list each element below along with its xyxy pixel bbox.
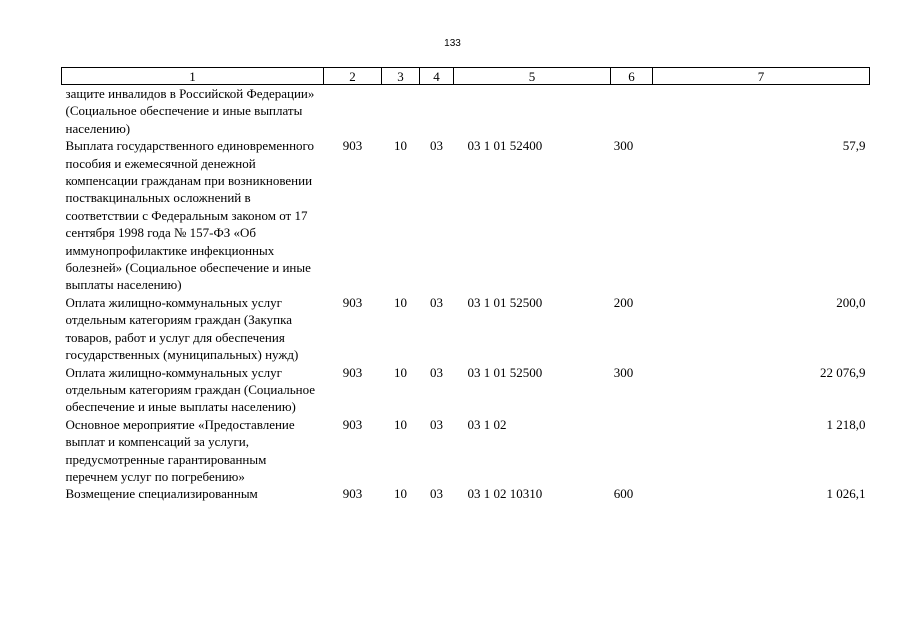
row-grbs: 903 (342, 364, 363, 380)
header-col-7: 7 (653, 68, 870, 85)
header-col-3: 3 (382, 68, 420, 85)
row-expense-type: 300 (613, 364, 634, 380)
row-name: Оплата жилищно-коммунальных услуг отдельным категориям граждан (Закупка товаров, работ и услуг для обеспечения государственных (муниципальных) нужд) (65, 294, 299, 363)
row-grbs: 903 (342, 416, 363, 432)
budget-table (61, 67, 870, 503)
row-expense-type (611, 416, 653, 486)
row-amount: 200,0 (836, 294, 866, 310)
row-grbs: 903 (342, 486, 363, 502)
row-name: защите инвалидов в Российской Федерации» (Социальное обеспечение и иные выплаты населению) (65, 86, 315, 136)
row-subsection: 03 (430, 416, 443, 432)
row-grbs (324, 85, 382, 138)
page-number: 133 (444, 38, 461, 49)
row-section: 10 (394, 486, 407, 502)
row-subsection: 03 (430, 138, 443, 154)
row-amount: 22 076,9 (820, 364, 866, 380)
row-subsection: 03 (430, 294, 443, 310)
row-section: 10 (394, 416, 407, 432)
row-section (382, 85, 420, 138)
row-target-code: 03 1 02 (467, 416, 507, 432)
row-expense-type (611, 85, 653, 138)
table-row (62, 85, 870, 138)
row-amount: 57,9 (842, 138, 866, 154)
table-header-row (62, 68, 870, 85)
row-grbs: 903 (342, 294, 363, 310)
table-row (62, 485, 870, 502)
row-expense-type: 300 (613, 138, 634, 154)
table-row (62, 416, 870, 486)
row-subsection (420, 85, 454, 138)
row-name: Основное мероприятие «Предоставление выплат и компенсаций за услуги, предусмотренные гарантированным перечнем услуг по погребению» (65, 416, 295, 484)
row-amount (653, 85, 870, 138)
row-name: Выплата государственного единовременного пособия и ежемесячной денежной компенсации гражданам при возникновении поствакцинальных осложнений в соответствии с Федеральным законом от 17 сентября 1998 года № 157-ФЗ «Об иммунопрофилактике инфекционных болезней» (Социальное обеспечение и иные выплаты населению) (65, 138, 315, 293)
header-col-6: 6 (611, 68, 653, 85)
row-expense-type: 600 (613, 486, 634, 502)
row-subsection: 03 (430, 486, 443, 502)
row-subsection: 03 (430, 364, 443, 380)
header-col-5: 5 (454, 68, 611, 85)
row-target-code: 03 1 02 10310 (467, 486, 543, 502)
table-row (62, 294, 870, 364)
row-section: 10 (394, 138, 407, 154)
row-amount: 1 026,1 (826, 486, 866, 502)
row-target-code: 03 1 01 52500 (467, 364, 543, 380)
header-col-1: 1 (62, 68, 324, 85)
row-name: Возмещение специализированным (65, 486, 258, 502)
row-name: Оплата жилищно-коммунальных услуг отдельным категориям граждан (Социальное обеспечение и иные выплаты населению) (65, 364, 316, 415)
table-row (62, 364, 870, 416)
table-row (62, 137, 870, 294)
row-expense-type: 200 (613, 294, 634, 310)
row-target-code: 03 1 01 52500 (467, 294, 543, 310)
header-col-4: 4 (420, 68, 454, 85)
row-target-code: 03 1 01 52400 (467, 138, 543, 154)
row-grbs: 903 (342, 138, 363, 154)
row-amount: 1 218,0 (826, 416, 866, 432)
row-section: 10 (394, 364, 407, 380)
header-col-2: 2 (324, 68, 382, 85)
row-target-code (454, 85, 611, 138)
row-section: 10 (394, 294, 407, 310)
